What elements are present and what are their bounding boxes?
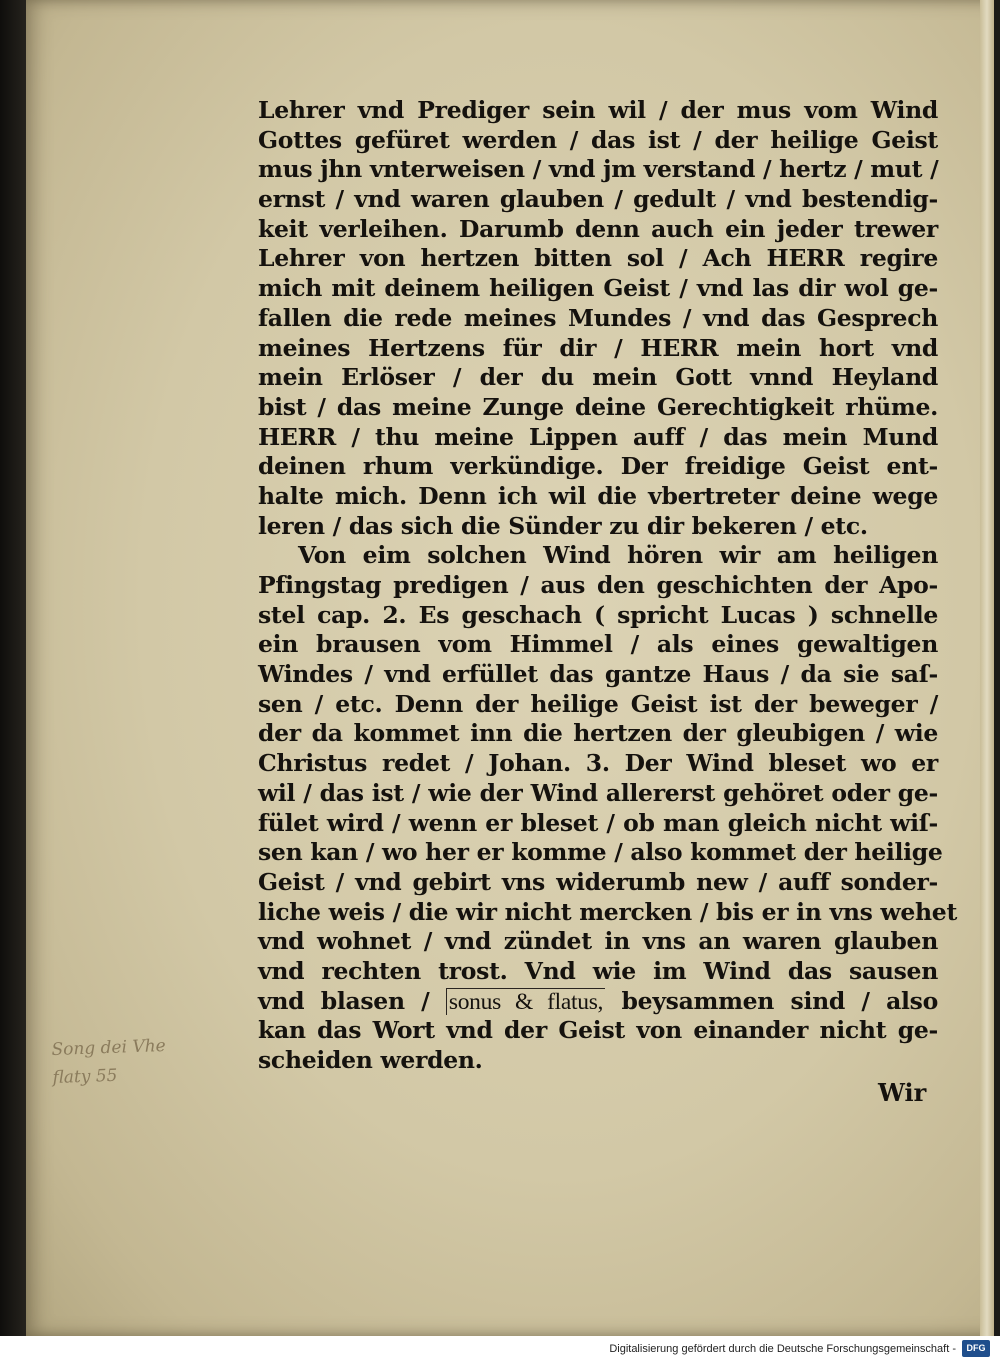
margin-note-line: Song dei Vhe [51,1036,167,1060]
text-line: ernst / vnd waren glauben / gedult / vnd bestendig- [258,185,938,214]
text-line: deinen rhum verkündige. Der freidige Geist ent- [258,452,938,481]
text-line: sen / etc. Denn der heilige Geist ist der beweger / [258,689,938,718]
text-line: Von eim solchen Wind hören wir am heiligen [298,541,938,570]
text-line: wil / das ist / wie der Wind allererst gehöret oder ge- [258,778,938,807]
text-line: Christus redet / Johan. 3. Der Wind bleset wo er [258,749,938,778]
text-line: fület wird / wenn er bleset / ob man gleich nicht wiſ- [258,808,938,837]
text-line: ein brausen vom Himmel / als eines gewaltigen [258,630,938,659]
text-line: meines Hertzens für dir / HERR mein hort vnd [258,333,938,362]
latin-lead: vnd blasen / [258,986,430,1015]
text-line: keit verleihen. Darumb denn auch ein jeder trewer [258,214,938,243]
page-edge [980,0,994,1336]
text-line: stel cap. 2. Es geschach ( spricht Lucas ) schnelle [258,600,938,629]
text-line: mich mit deinem heiligen Geist / vnd las dir wol ge- [258,274,938,303]
footer-bar [0,1336,1000,1362]
catchword: Wir [878,1078,927,1107]
text-line: Pfingstag predigen / aus den geschichten der Apo- [258,571,938,599]
text-line: der da kommet inn die hertzen der gleubigen / wie [258,719,938,748]
latin-tail: beysammen sind / also [621,986,938,1015]
text-line: scheiden werden. [258,1046,483,1074]
text-line: HERR / thu meine Lippen auff / das mein Mund [258,422,938,451]
text-line: sen kan / wo her er komme / also kommet der heilige [258,838,943,867]
margin-note-line: flaty 55 [52,1065,118,1088]
text-line: leren / das sich die Sünder zu dir bekeren / etc. [258,511,868,540]
handwritten-margin-note [51,1032,167,1092]
text-line: vnd rechten trost. Vnd wie im Wind das sausen [258,956,938,985]
text-line: Windes / vnd erfüllet das gantze Haus / da sie saſ- [258,660,938,689]
funding-credit: Digitalisierung gefördert durch die Deutsche Forschungsgemeinschaft - [609,1343,956,1355]
text-line: bist / das meine Zunge deine Gerechtigkeit rhüme. [258,392,938,421]
text-line: mus jhn vnterweisen / vnd jm verstand / hertz / mut / [258,155,939,184]
text-line: fallen die rede meines Mundes / vnd das Gesprech [258,303,938,332]
text-line: vnd wohnet / vnd zündet in vns an waren glauben [258,927,938,956]
latin-phrase: sonus & flatus, [446,988,605,1015]
text-line: Lehrer vnd Prediger sein wil / der mus vom Wind [258,96,938,124]
text-line: halte mich. Denn ich wil die vbertreter deine wege [258,481,938,510]
text-line: Lehrer von hertzen bitten sol / Ach HERR regire [258,244,938,273]
text-line: Gottes gefüret werden / das ist / der heilige Geist [258,125,938,154]
text-line: Geist / vnd gebirt vns widerumb new / auff sonder- [258,867,938,896]
text-line: liche weis / die wir nicht mercken / bis er in vns wehet [258,897,957,926]
text-line-latin [258,987,938,1017]
body-text [258,96,957,1076]
dfg-logo: DFG [962,1340,990,1357]
text-line: kan das Wort vnd der Geist von einander nicht ge- [258,1016,938,1045]
text-line: mein Erlöser / der du mein Gott vnnd Heyland [258,363,938,392]
